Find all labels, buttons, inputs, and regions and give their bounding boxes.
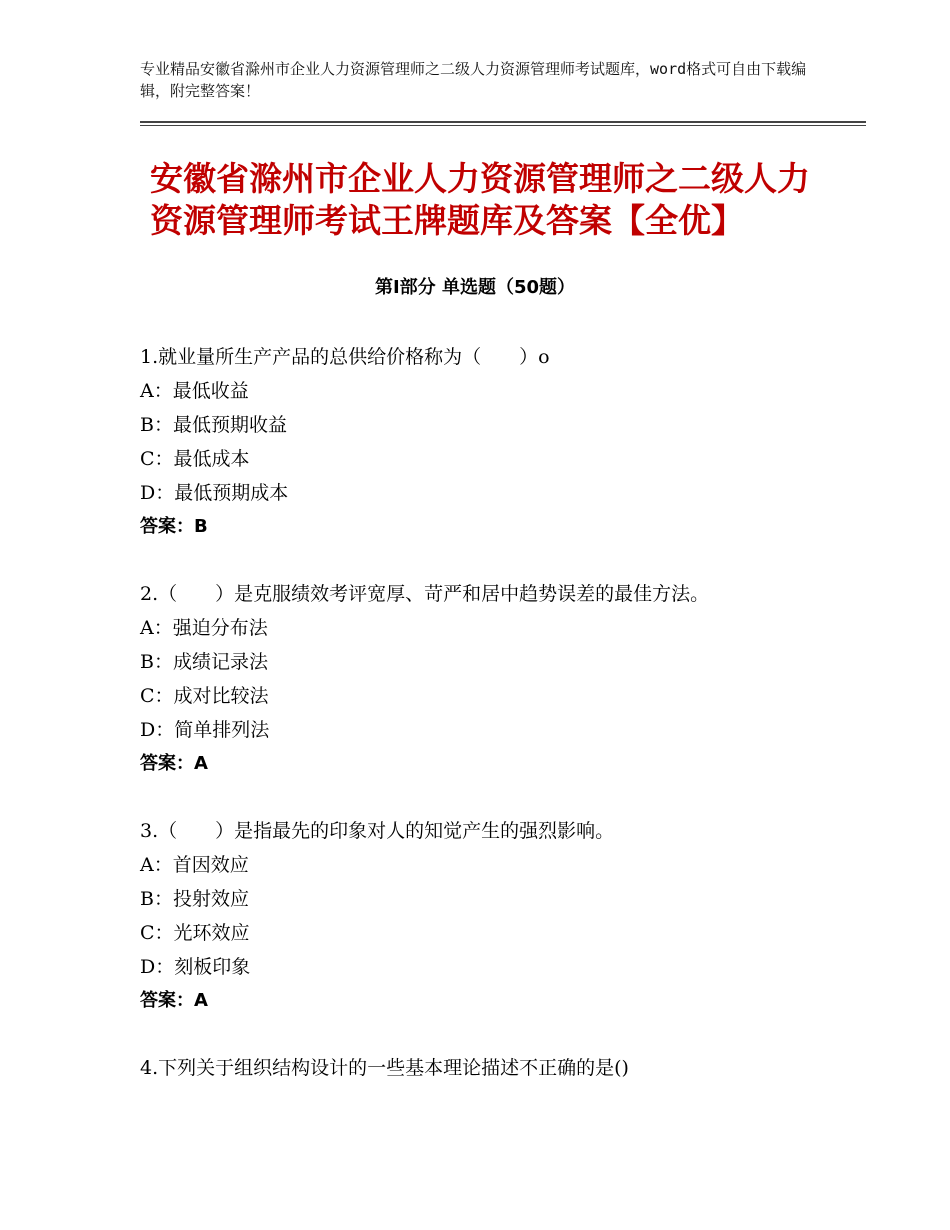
option-c: C：最低成本 — [140, 448, 250, 470]
option-b: B：最低预期收益 — [140, 414, 287, 436]
question-stem: 3.（ ）是指最先的印象对人的知觉产生的强烈影响。 — [140, 820, 615, 842]
question-stem: 4.下列关于组织结构设计的一些基本理论描述不正确的是() — [140, 1057, 629, 1079]
document-title: 安徽省滁州市企业人力资源管理师之二级人力资源管理师考试王牌题库及答案【全优】 — [150, 159, 810, 240]
question-3 — [140, 814, 840, 1018]
option-b: B：投射效应 — [140, 888, 249, 910]
option-d: D：刻板印象 — [140, 956, 251, 978]
question-1 — [140, 340, 840, 544]
option-b: B：成绩记录法 — [140, 651, 268, 673]
answer: 答案：A — [140, 753, 208, 774]
option-a: A：首因效应 — [140, 854, 249, 876]
option-a: A：最低收益 — [140, 380, 249, 402]
answer: 答案：A — [140, 990, 208, 1011]
question-2 — [140, 577, 840, 781]
section-title: 第Ⅰ部分 单选题（50题） — [374, 277, 575, 298]
option-c: C：成对比较法 — [140, 685, 269, 707]
option-d: D：简单排列法 — [140, 719, 270, 741]
option-c: C：光环效应 — [140, 922, 250, 944]
option-d: D：最低预期成本 — [140, 482, 289, 504]
question-4 — [140, 1051, 840, 1085]
header-divider-thin — [140, 125, 866, 126]
question-stem: 1.就业量所生产产品的总供给价格称为（ ）o — [140, 346, 550, 368]
answer: 答案：B — [140, 516, 208, 537]
question-list — [140, 340, 840, 1118]
question-stem: 2.（ ）是克服绩效考评宽厚、苛严和居中趋势误差的最佳方法。 — [140, 583, 710, 605]
option-a: A：强迫分布法 — [140, 617, 268, 639]
header-divider-thick — [140, 121, 866, 123]
header-note: 专业精品安徽省滁州市企业人力资源管理师之二级人力资源管理师考试题库，word格式可自由下载编辑，附完整答案！ — [140, 60, 807, 100]
